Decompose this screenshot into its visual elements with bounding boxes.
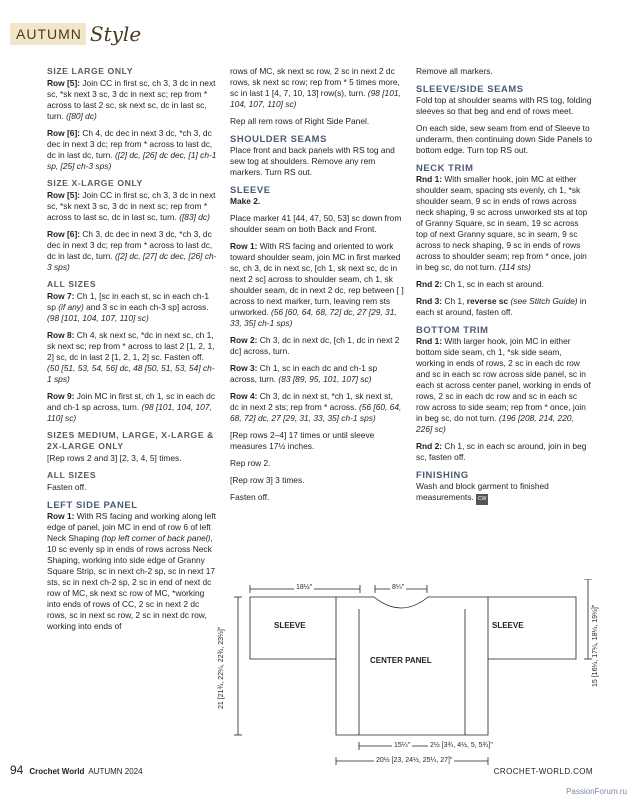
cw-badge-icon: CW [476, 494, 488, 505]
heading-sizes-medium: SIZES MEDIUM, LARGE, X-LARGE & 2X-LARGE ONLY [47, 430, 214, 451]
para-left-panel-cont: rows of MC, sk next sc row, 2 sc in next 2 dc rows, sk next sc row; rep from * 5 times more, sc in last 1 [4, 7, 10, 13] row(s), turn. (98 [101, 104, 107, 110] sc) [230, 66, 401, 109]
heading-all-sizes-2: ALL SIZES [47, 470, 97, 480]
para-rep-row-3: [Rep row 3] 3 times. [230, 475, 305, 485]
para-xlarge-row5: Row [5]: Join CC in first sc, ch 3, 3 dc in next sc, *sk next 3 sc, 3 dc in next sc; rep from * across to last sc, dc in last sc, turn. ([83] dc) [47, 190, 216, 222]
dim-left-vertical: 21 [21¾, 22¼, 22¾, 23½]" [218, 626, 225, 709]
site-link[interactable]: CROCHET-WORLD.COM [493, 767, 593, 776]
dim-top-mid: 8¼" [392, 584, 405, 591]
para-xlarge-row6: Row [6]: Ch 3, dc dec in next 3 dc, *ch 3, dc dec in next 3 dc; rep from * across to last dc, dc in last dc, turn. ([2] dc, [27] dc dec, [26] ch-3 sps) [47, 229, 217, 272]
watermark: PassionForum.ru [566, 787, 627, 796]
brand-script: Style [89, 22, 142, 46]
para-finishing: Wash and block garment to finished measurements. CW [416, 481, 592, 505]
para-sizes-rep: [Rep rows 2 and 3] [2, 3, 4, 5] times. [47, 453, 182, 463]
page-number: 94 [10, 763, 24, 777]
para-row9: Row 9: Join MC in first st, ch 1, sc in each dc and ch-1 sp across, turn. (98 [101, 104, 107, 110] sc) [47, 391, 216, 423]
para-sleeve-fasten: Fasten off. [230, 492, 270, 502]
para-rep-all: Rep all rem rows of Right Side Panel. [230, 116, 370, 126]
label-sleeve-right: SLEEVE [492, 621, 524, 630]
column-2 [230, 66, 404, 509]
heading-size-large: SIZE LARGE ONLY [47, 66, 134, 76]
para-neck-rnd2: Rnd 2: Ch 1, sc in each st around. [416, 279, 545, 289]
para-bottom-rnd2: Rnd 2: Ch 1, sc in each sc around, join in beg sc, fasten off. [416, 441, 587, 462]
para-large-row5: Row [5]: Join CC in first sc, ch 3, 3 dc in next sc, *sk next 3 sc, 3 dc in next sc; rep from * across to last 2 sc, sk next sc, dc in last sc, turn. ([80] dc) [47, 78, 216, 121]
heading-sleeve-side-seams: SLEEVE/SIDE SEAMS [416, 83, 524, 94]
para-left-panel-row1: Row 1: With RS facing and working along left edge of panel, join MC in end of row 6 of left Neck Shaping (top left corner of back panel), 10 sc evenly sp in ends of rows across Neck Shaping, working into side edge of Granny Square Strip, sc in next ch-2 sp, sc in next 17 sts, sc in next ch-2 sp, 2 sc in end of next dc row of MC, sk next sc row of MC, *working into ends of rows of CC, 2 sc in next 2 dc rows, sc in next sc row, 2 sc in next dc row, working into ends of [47, 511, 216, 631]
garment-schematic [218, 579, 624, 769]
dim-top-left: 18½" [296, 584, 313, 591]
para-fold: Fold top at shoulder seams with RS tog, folding sleeves so that beg and end of rows meet. [416, 95, 592, 116]
heading-sleeve: SLEEVE [230, 184, 271, 195]
para-sleeve-row2: Row 2: Ch 3, dc in next dc, [ch 1, dc in next 2 dc] across, turn. [230, 335, 400, 356]
para-neck-rnd3: Rnd 3: Ch 1, reverse sc (see Stitch Guide) in each st around, fasten off. [416, 296, 587, 317]
page-footer [10, 763, 593, 777]
para-sleeve-row3: Row 3: Ch 1, sc in each dc and ch-1 sp across, turn. (83 [89, 95, 101, 107] sc) [230, 363, 378, 384]
para-row7: Row 7: Ch 1, [sc in each st, sc in each ch-1 sp (if any) and 3 sc in each ch-3 sp] across. (98 [101, 104, 107, 110] sc) [47, 291, 209, 323]
heading-neck-trim: NECK TRIM [416, 162, 474, 173]
column-1 [47, 66, 217, 638]
heading-left-side-panel: LEFT SIDE PANEL [47, 499, 138, 510]
para-sleeve-row4: Row 4: Ch 3, dc in next st, *ch 1, sk next st, dc in next 2 sts; rep from * across. (56 [60, 64, 68, 72] dc, 27 [29, 31, 33, 35] ch-1 sps) [230, 391, 402, 423]
label-center-panel: CENTER PANEL [370, 656, 432, 665]
column-3 [416, 66, 592, 511]
para-remove-markers: Remove all markers. [416, 66, 493, 76]
brand-season: AUTUMN [10, 23, 86, 45]
dim-right-vertical: 15 [16¼, 17¼, 18¼, 19½]" [592, 604, 599, 687]
para-make-2: Make 2. [230, 196, 261, 206]
para-row8: Row 8: Ch 4, sk next sc, *dc in next sc, ch 1, sk next sc; rep from * across to last 2 [1, 2, 1, 2] sc, dc in last 2 [1, 2, 1, 2] sc. Fasten off. (50 [51, 53, 54, 56] dc, 48 [50, 51, 53, 54] ch-1 sps) [47, 330, 215, 384]
schematic-lines [224, 579, 624, 769]
para-shoulder: Place front and back panels with RS tog and sew tog at shoulders. Remove any rem markers. Turn RS out. [230, 145, 395, 177]
brand-header [10, 22, 141, 46]
para-each-side: On each side, sew seam from end of Sleeve to underarm, then continuing down Side Panels to bottom edge. Turn top RS out. [416, 123, 592, 155]
heading-finishing: FINISHING [416, 469, 469, 480]
para-place-marker: Place marker 41 [44, 47, 50, 53] sc down from shoulder seam on both Back and Front. [230, 213, 402, 234]
para-sleeve-row1: Row 1: With RS facing and oriented to work toward shoulder seam, join MC in first marked sc, ch 3, dc in next sc, [ch 1, sk next sc, dc in next 2 sc] across to shoulder seam, ch 1, sk shoulder seam, dc in next 2 dc, rep between [ ] across to next marker, turn, leaving rem sts unworked. (56 [60, 64, 68, 72] dc, 27 [29, 31, 33, 35] ch-1 sps) [230, 241, 404, 328]
heading-all-sizes: ALL SIZES [47, 279, 97, 289]
label-sleeve-left: SLEEVE [274, 621, 306, 630]
issue-name: AUTUMN 2024 [88, 767, 143, 776]
dim-bottom-center: 15¼" [394, 742, 411, 749]
magazine-name: Crochet World [29, 767, 85, 776]
para-rep-row-2: Rep row 2. [230, 458, 271, 468]
para-bottom-rnd1: Rnd 1: With larger hook, join MC in either bottom side seam, ch 1, *sk side seam, working in ends of rows, 2 sc in each dc row and sc in each sc row across side panel, sc in each st across center panel, working in ends of rows, 2 sc in each dc row and sc in each sc row across to side seam; rep from * once, join in beg sc, do not turn. (196 [208, 214, 220, 226] sc) [416, 336, 591, 434]
heading-bottom-trim: BOTTOM TRIM [416, 324, 489, 335]
heading-shoulder-seams: SHOULDER SEAMS [230, 133, 327, 144]
para-fasten-off: Fasten off. [47, 482, 87, 492]
dim-bottom-total: 20½ [23, 24½, 25¼, 27]" [376, 757, 453, 764]
heading-size-xlarge: SIZE X-LARGE ONLY [47, 178, 143, 188]
para-large-row6: Row [6]: Ch 4, dc dec in next 3 dc, *ch 3, dc dec in next 3 dc; rep from * across to last dc, dc in last dc, turn. ([2] dc, [26] dc dec, [1] ch-1 sp, [25] ch-3 sps) [47, 128, 217, 171]
para-rep-2-4: [Rep rows 2–4] 17 times or until sleeve measures 17½ inches. [230, 430, 375, 451]
para-neck-rnd1: Rnd 1: With smaller hook, join MC at either shoulder seam, spacing sts evenly, ch 1, *sk shoulder seam, 9 sc in ends of rows across neck shaping, 9 sc across unworked sts at top of Granny Square, sc in seam, 19 sc across top of next Granny square, sc in seam, 9 sc across to neck shaping, 9 sc in ends of rows across to shoulder seam; rep from * once, join in beg sc, do not turn. (114 sts) [416, 174, 588, 272]
dim-bottom-side: 2½ [3¾, 4½, 5, 5¾]" [430, 742, 493, 749]
